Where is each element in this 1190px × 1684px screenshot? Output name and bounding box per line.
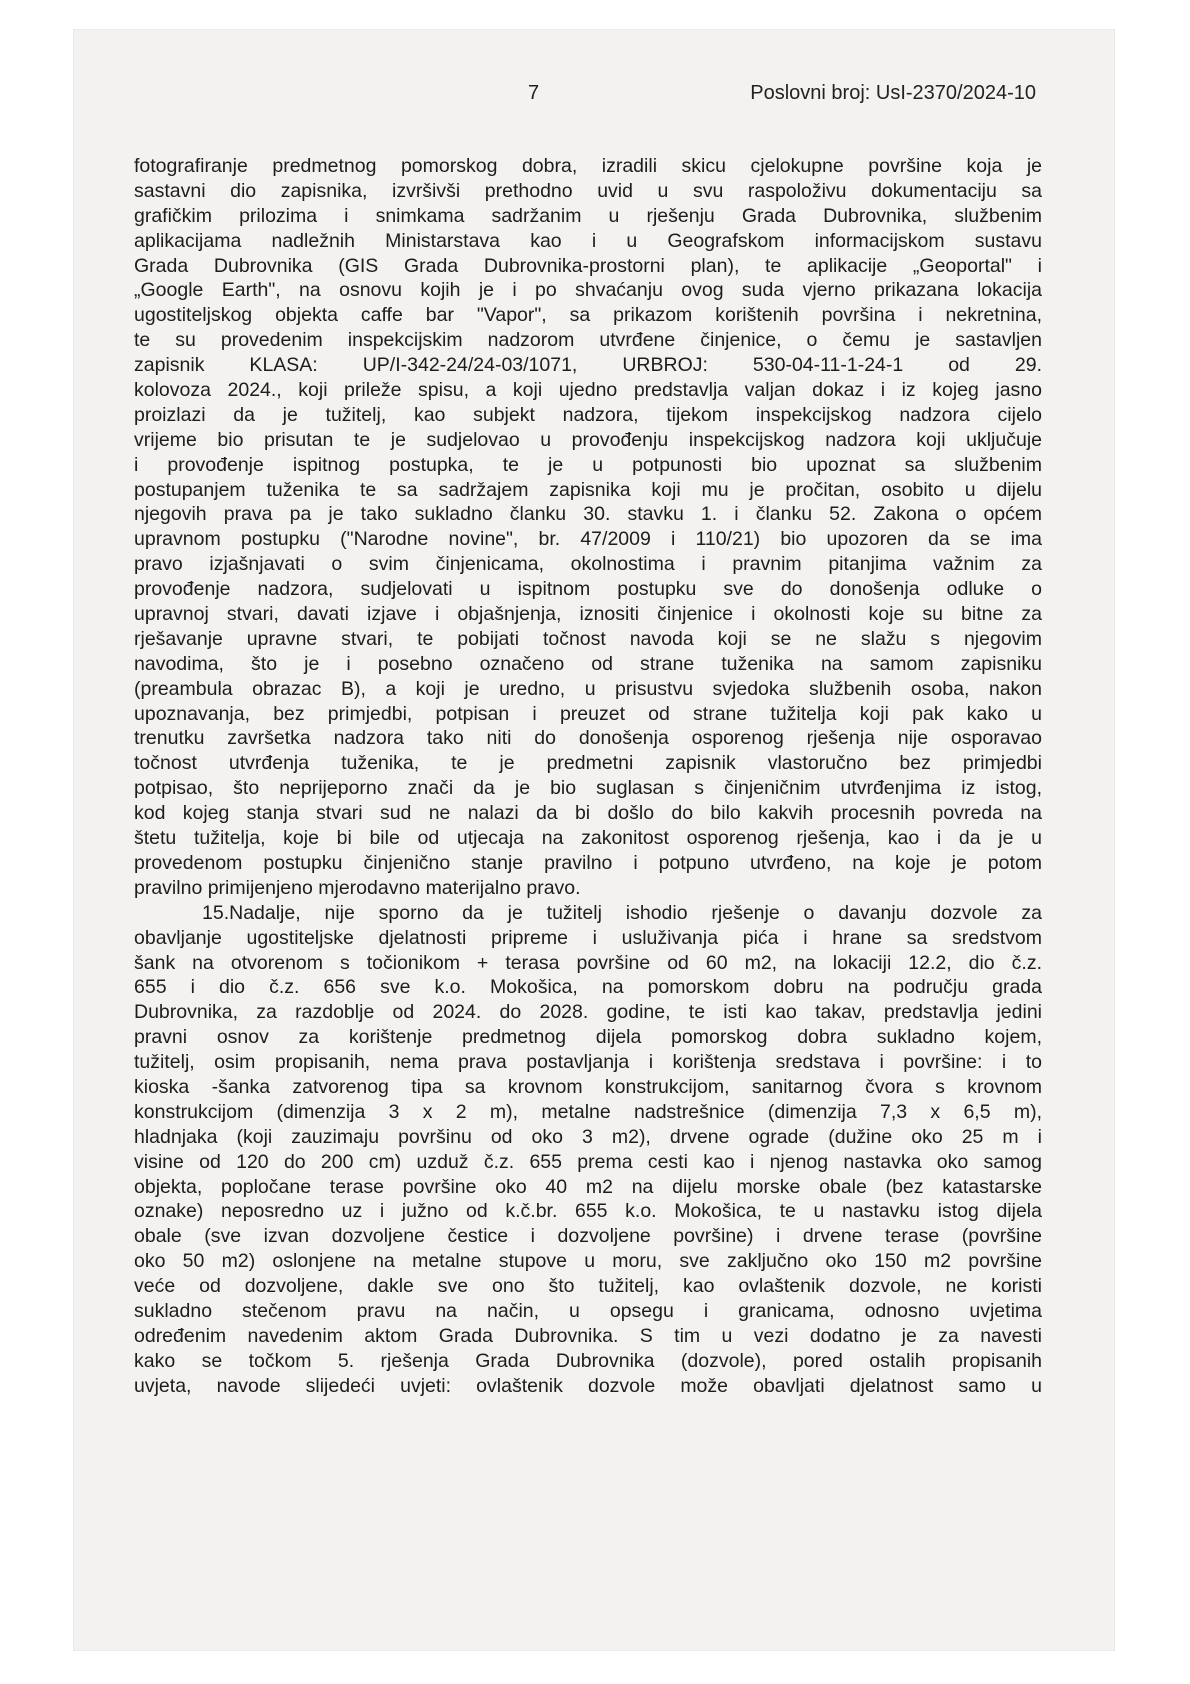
text-line: veće od dozvoljene, dakle sve ono što tužitelj, kao ovlaštenik dozvole, ne koristi [134,1275,1042,1298]
text-line: sukladno stečenom pravu na način, u opsegu i granicama, odnosno uvjetima [134,1299,1042,1322]
document-page [74,30,1114,1650]
text-line: te su provedenim inspekcijskim nadzorom utvrđene činjenice, o čemu je sastavljen [134,329,1042,352]
text-line: i provođenje ispitnog postupka, te je u potpunosti bio upoznat sa službenim [134,453,1042,476]
text-line: njegovih prava pa je tako sukladno članku 30. stavku 1. i članku 52. Zakona o općem [134,503,1042,526]
text-line: 655 i dio č.z. 656 sve k.o. Mokošica, na pomorskom dobru na području grada [134,976,1042,999]
document-body [134,154,1042,1399]
text-line: kolovoza 2024., koji prileže spisu, a koji ujedno predstavlja valjan dokaz i iz kojeg jasno [134,379,1042,402]
text-line: proizlazi da je tužitelj, kao subjekt nadzora, tijekom inspekcijskog nadzora cijelo [134,403,1042,426]
text-line: potpisao, što neprijeporno znači da je bio suglasan s činjeničnim utvrđenjima iz istog, [134,777,1042,800]
text-line: pravo izjašnjavati o svim činjenicama, okolnostima i pravnim pitanjima važnim za [134,553,1042,576]
text-line: kod kojeg stanja stvari sud ne nalazi da bi došlo do bilo kakvih procesnih povreda na [134,802,1042,825]
text-line: uvjeta, navode slijedeći uvjeti: ovlaštenik dozvole može obavljati djelatnost samo u [134,1374,1042,1397]
text-line: objekta, popločane terase površine oko 40 m2 na dijelu morske obale (bez katastarske [134,1175,1042,1198]
text-line: vrijeme bio prisutan te je sudjelovao u provođenju inspekcijskog nadzora koji uključuje [134,428,1042,451]
text-line: sastavni dio zapisnika, izvršivši prethodno uvid u svu raspoloživu dokumentaciju sa [134,179,1042,202]
text-line: oznake) neposredno uz i južno od k.č.br. 655 k.o. Mokošica, te u nastavku istog dijela [134,1200,1042,1223]
page-number: 7 [528,82,540,104]
case-number: Poslovni broj: UsI-2370/2024-10 [750,82,1036,104]
text-line: pravni osnov za korištenje predmetnog dijela pomorskog dobra sukladno kojem, [134,1026,1042,1049]
text-line: obavljanje ugostiteljske djelatnosti pripreme i usluživanja pića i hrane sa sredstvom [134,926,1042,949]
text-line: kako se točkom 5. rješenja Grada Dubrovnika (dozvole), pored ostalih propisanih [134,1349,1042,1372]
text-line: kioska -šanka zatvorenog tipa sa krovnom konstrukcijom, sanitarnog čvora s krovnom [134,1075,1042,1098]
text-line: (preambula obrazac B), a koji je uredno, u prisustvu svjedoka službenih osoba, nakon [134,677,1042,700]
text-line: zapisnik KLASA: UP/I-342-24/24-03/1071, URBROJ: 530-04-11-1-24-1 od 29. [134,354,1042,377]
text-line: pravilno primijenjeno mjerodavno materijalno pravo. [134,876,581,899]
text-line: upoznavanja, bez primjedbi, potpisan i preuzet od strane tužitelja koji pak kako u [134,702,1042,725]
text-line: određenim navedenim aktom Grada Dubrovnika. S tim u vezi dodatno je za navesti [134,1324,1042,1347]
text-line: upravnoj stvari, davati izjave i objašnjenja, iznositi činjenice i okolnosti koje su bitne za [134,603,1042,626]
text-line: upravnom postupku ("Narodne novine", br. 47/2009 i 110/21) bio upozoren da se ima [134,528,1042,551]
text-line: grafičkim prilozima i snimkama sadržanim u rješenju Grada Dubrovnika, službenim [134,204,1042,227]
text-line: točnost utvrđenja tuženika, te je predmetni zapisnik vlastoručno bez primjedbi [134,752,1042,775]
text-line: provedenom postupku činjenično stanje pravilno i potpuno utvrđeno, na koje je potom [134,851,1042,874]
text-line: obale (sve izvan dozvoljene čestice i dozvoljene površine) i drvene terase (površine [134,1225,1042,1248]
text-line: visine od 120 do 200 cm) uzduž č.z. 655 prema cesti kao i njenog nastavka oko samog [134,1150,1042,1173]
page-header [74,82,1114,112]
text-line: ugostiteljskog objekta caffe bar "Vapor", sa prikazom korištenih površina i nekretnina, [134,304,1042,327]
text-line: Grada Dubrovnika (GIS Grada Dubrovnika-prostorni plan), te aplikacije „Geoportal" i [134,254,1042,277]
text-line: trenutku završetka nadzora tako niti do donošenja osporenog rješenja nije osporavao [134,727,1042,750]
text-line: oko 50 m2) oslonjene na metalne stupove u moru, sve zaključno oko 150 m2 površine [134,1250,1042,1273]
paragraph-start-line: 15.Nadalje, nije sporno da je tužitelj ishodio rješenje o davanju dozvole za [202,901,1042,924]
text-line: štetu tužitelja, koje bi bile od utjecaja na zakonitost osporenog rješenja, kao i da je u [134,827,1042,850]
text-line: Dubrovnika, za razdoblje od 2024. do 2028. godine, te isti kao takav, predstavlja jedini [134,1001,1042,1024]
text-line: „Google Earth", na osnovu kojih je i po shvaćanju ovog suda vjerno prikazana lokacija [134,279,1042,302]
text-line: navodima, što je i posebno označeno od strane tuženika na samom zapisniku [134,652,1042,675]
text-line: aplikacijama nadležnih Ministarstava kao i u Geografskom informacijskom sustavu [134,229,1042,252]
text-line: fotografiranje predmetnog pomorskog dobra, izradili skicu cjelokupne površine koja je [134,155,1042,177]
text-line: konstrukcijom (dimenzija 3 x 2 m), metalne nadstrešnice (dimenzija 7,3 x 6,5 m), [134,1100,1042,1123]
text-line: hladnjaka (koji zauzimaju površinu od oko 3 m2), drvene ograde (dužine oko 25 m i [134,1125,1042,1148]
text-line: provođenje nadzora, sudjelovati u ispitnom postupku sve do donošenja odluke o [134,578,1042,601]
text-line: rješavanje upravne stvari, te pobijati točnost navoda koji se ne slažu s njegovim [134,627,1042,650]
text-line: tužitelj, osim propisanih, nema prava postavljanja i korištenja sredstava i površine: i to [134,1051,1042,1074]
text-line: postupanjem tuženika te sa sadržajem zapisnika koji mu je pročitan, osobito u dijelu [134,478,1042,501]
text-line: šank na otvorenom s točionikom + terasa površine od 60 m2, na lokaciji 12.2, dio č.z. [134,951,1042,974]
